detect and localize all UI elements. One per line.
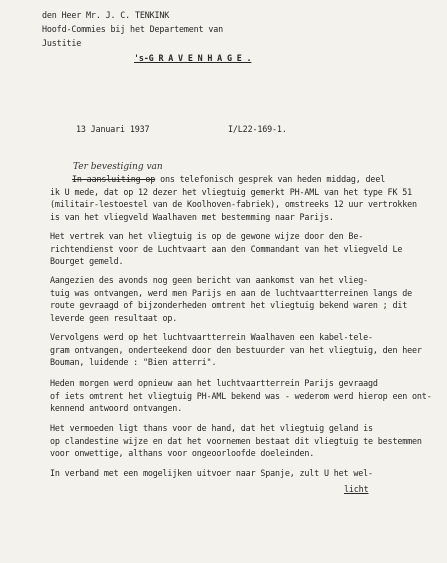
address-line-1: den Heer Mr. J. C. TENKINK xyxy=(42,10,170,20)
body-line: route gevraagd of bijzonderheden omtrent het vliegtuig bekend waren ; dit xyxy=(50,300,408,310)
body-line: Bouman, luidende : "Bien atterri". xyxy=(50,357,217,367)
body-line: kennend antwoord ontvangen. xyxy=(50,403,183,413)
letter-date: 13 Januari 1937 xyxy=(76,124,150,134)
body-line: richtendienst voor de Luchtvaart aan den Commandant van het vliegveld Le xyxy=(50,244,403,254)
struck-text: In aansluiting op xyxy=(72,174,156,184)
body-line: ik U mede, dat op 12 dezer het vliegtuig gemerkt PH-AML van het type FK 51 xyxy=(50,187,413,197)
address-line-3: Justitie xyxy=(42,38,82,48)
body-line: Bourget gemeld. xyxy=(50,256,124,266)
address-city: 's-G R A V E N H A G E . xyxy=(134,53,252,63)
catchword: licht xyxy=(344,484,369,494)
body-line: leverde geen resultaat op. xyxy=(50,313,178,323)
body-line: of iets omtrent het vliegtuig PH-AML bekend was - wederom werd hierop een ont- xyxy=(50,391,432,401)
address-line-2: Hoofd-Commies bij het Departement van xyxy=(42,24,224,34)
body-line: Vervolgens werd op het luchtvaartterrein Waalhaven een kabel-tele- xyxy=(50,332,373,342)
body-line: Het vertrek van het vliegtuig is op de gewone wijze door den Be- xyxy=(50,231,364,241)
body-line: Aangezien des avonds nog geen bericht van aankomst van het vlieg- xyxy=(50,275,368,285)
body-line: is van het vliegveld Waalhaven met bestemming naar Parijs. xyxy=(50,212,334,222)
reference-number: I/L22-169-1. xyxy=(228,124,287,134)
body-line: In verband met een mogelijken uitvoer naar Spanje, zult U het wel- xyxy=(50,468,373,478)
body-line: op clandestine wijze en dat het voornemen bestaat dit vliegtuig te bestemmen xyxy=(50,436,422,446)
body-line: tuig was ontvangen, werd men Parijs en aan de luchtvaartterreinen langs de xyxy=(50,288,413,298)
body-line: In aansluiting op ons telefonisch gesprek van heden middag, deel xyxy=(72,174,386,184)
body-line: voor onwettige, althans voor ongeoorloofde doeleinden. xyxy=(50,448,315,458)
body-line: Het vermoeden ligt thans voor de hand, dat het vliegtuig geland is xyxy=(50,423,373,433)
body-line: Heden morgen werd opnieuw aan het luchtvaartterrein Parijs gevraagd xyxy=(50,378,378,388)
body-line: (militair-lestoestel van de Koolhoven-fabriek), omstreeks 12 uur vertrokken xyxy=(50,199,417,209)
body-line: gram ontvangen, onderteekend door den bestuurder van het vliegtuig, den heer xyxy=(50,345,422,355)
handwritten-annotation: Ter bevestiging van xyxy=(73,162,163,172)
